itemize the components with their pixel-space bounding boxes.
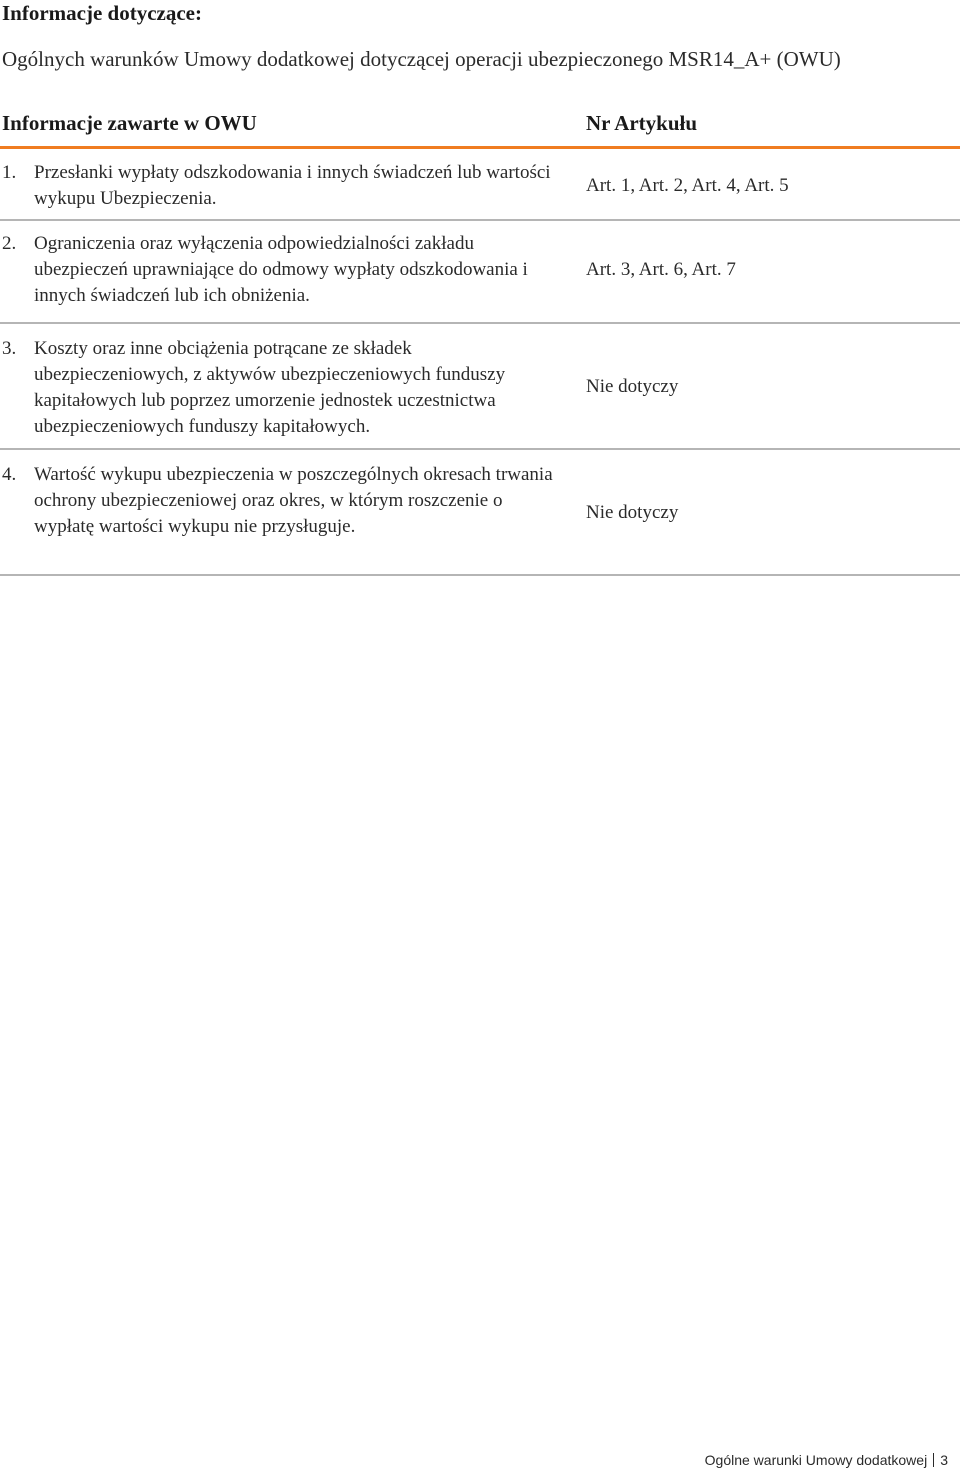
header-info: Informacje zawarte w OWU	[2, 111, 257, 135]
row-number: 3.	[2, 338, 17, 359]
page-heading: Informacje dotyczące:	[2, 1, 202, 25]
footer-separator	[933, 1453, 934, 1467]
table-row	[0, 149, 960, 221]
page-number: 3	[940, 1452, 948, 1468]
row-article: Nie dotyczy	[586, 502, 679, 523]
row-number: 4.	[2, 464, 17, 485]
row-text: Ograniczenia oraz wyłączenia odpowiedzialności zakładu ubezpieczeń uprawniające do odmowy wypłaty odszkodowania i innych świadczeń lub ich obniżenia.	[34, 233, 528, 306]
row-article: Art. 1, Art. 2, Art. 4, Art. 5	[586, 175, 789, 196]
header-article: Nr Artykułu	[586, 111, 698, 135]
row-number: 2.	[2, 233, 17, 254]
footer-title: Ogólne warunki Umowy dodatkowej	[704, 1452, 928, 1468]
page-footer	[705, 1452, 948, 1468]
table-row	[0, 221, 960, 324]
table-row	[0, 450, 960, 576]
info-table	[0, 108, 960, 576]
row-text: Przesłanki wypłaty odszkodowania i innych świadczeń lub wartości wykupu Ubezpieczenia.	[34, 162, 551, 209]
row-text: Wartość wykupu ubezpieczenia w poszczególnych okresach trwania ochrony ubezpieczeniowej oraz okres, w którym roszczenie o wypłatę wartości wykupu nie przysługuje.	[34, 464, 553, 537]
row-number: 1.	[2, 162, 17, 183]
row-article: Art. 3, Art. 6, Art. 7	[586, 259, 736, 280]
table-row	[0, 324, 960, 450]
document-subtitle: Ogólnych warunków Umowy dodatkowej dotyczącej operacji ubezpieczonego MSR14_A+ (OWU)	[2, 47, 841, 71]
row-text: Koszty oraz inne obciążenia potrącane ze składek ubezpieczeniowych, z aktywów ubezpieczeniowych funduszy kapitałowych lub poprzez umorzenie jednostek uczestnictwa ubezpieczeniowych funduszy kapitałowych.	[34, 338, 506, 437]
row-article: Nie dotyczy	[586, 376, 679, 397]
table-header	[0, 108, 960, 149]
